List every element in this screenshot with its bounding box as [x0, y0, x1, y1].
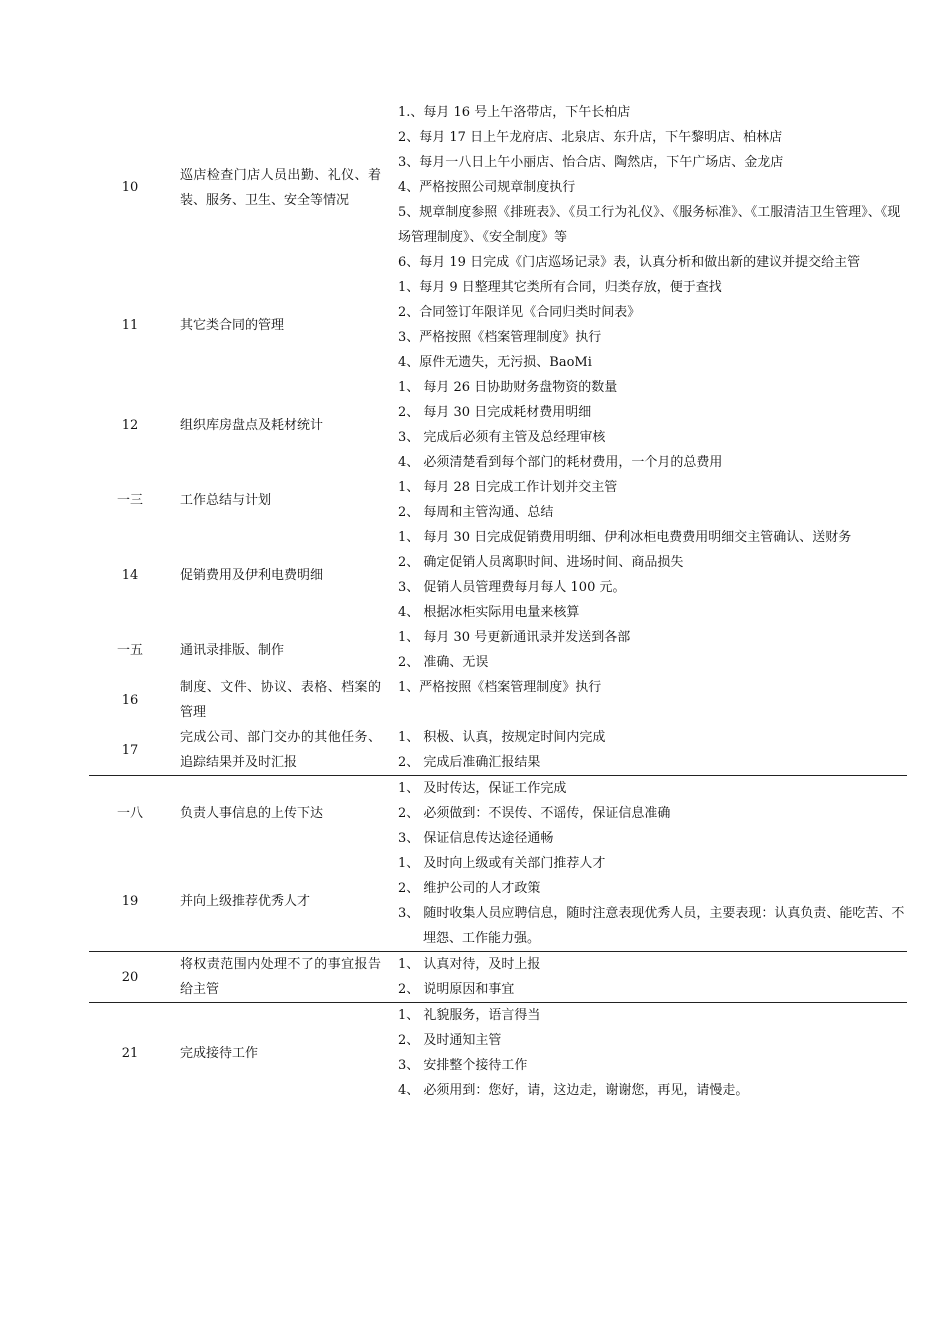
task-description: 并向上级推荐优秀人才: [180, 893, 311, 909]
requirement-item: 3、 保证信息传达途径通畅: [398, 831, 554, 846]
row-number: 一八: [89, 776, 171, 852]
requirement-item: 3、每月一八日上午小丽店、怡合店、陶然店，下午广场店、金龙店: [398, 155, 784, 170]
requirement-list: [389, 100, 907, 275]
task-table: [89, 100, 907, 1103]
table-row: [89, 625, 907, 675]
requirement-item: 1、 认真对待，及时上报: [398, 957, 541, 972]
requirement-list: [389, 851, 907, 952]
requirement-list: [389, 525, 907, 625]
requirement-item: 3、 促销人员管理费每月每人 100 元。: [398, 580, 626, 595]
requirement-item: 1.、每月 16 号上午洛带店，下午长柏店: [398, 105, 631, 120]
requirement-item: 2、 确定促销人员离职时间、进场时间、商品损失: [398, 555, 684, 570]
requirement-item: 2、 完成后准确汇报结果: [398, 755, 541, 770]
table-row: [89, 776, 907, 852]
requirement-item: 1、 及时向上级或有关部门推荐人才: [398, 856, 606, 871]
table-row: [89, 275, 907, 375]
requirement-item: 4、原件无遗失，无污损、BaoMi: [398, 355, 592, 370]
task-description: 将权责范围内处理不了的事宜报告给主管: [171, 952, 389, 1003]
row-number: 一五: [116, 642, 143, 658]
task-description: 通讯录排版、制作: [180, 642, 285, 658]
requirement-item: 1、 及时传达，保证工作完成: [398, 781, 567, 796]
requirement-item: 2、 每周和主管沟通、总结: [398, 505, 554, 520]
table-row: [89, 725, 907, 776]
requirement-item: 1、 礼貌服务，语言得当: [398, 1008, 541, 1023]
requirement-list: [389, 275, 907, 375]
table-row: [89, 100, 907, 275]
table-row: [89, 952, 907, 1003]
requirement-item: 3、 完成后必须有主管及总经理审核: [398, 430, 606, 445]
requirement-item: 2、 维护公司的人才政策: [398, 881, 541, 896]
requirement-item: 1、 积极、认真，按规定时间内完成: [398, 730, 606, 745]
task-description: 负责人事信息的上传下达: [171, 776, 389, 852]
requirement-list: [389, 675, 907, 725]
requirement-list: [389, 375, 907, 475]
requirement-item: 1、 每月 28 日完成工作计划并交主管: [398, 480, 618, 495]
requirement-item: 2、 每月 30 日完成耗材费用明细: [398, 405, 592, 420]
task-description: 工作总结与计划: [180, 492, 272, 508]
requirement-item: 1、 每月 30 号更新通讯录并发送到各部: [398, 630, 631, 645]
requirement-item: 2、每月 17 日上午龙府店、北泉店、东升店，下午黎明店、柏林店: [398, 130, 783, 145]
requirement-item: 5、规章制度参照《排班表》、《员工行为礼仪》、《服务标准》、《工服清洁卫生管理》、《现场管理制度》、《安全制度》等: [398, 205, 901, 245]
requirement-list: [389, 475, 907, 525]
requirement-item: 6、每月 19 日完成《门店巡场记录》表，认真分析和做出新的建议并提交给主管: [398, 255, 861, 270]
requirement-item: 2、 准确、无误: [398, 655, 489, 670]
task-description: 完成公司、部门交办的其他任务、追踪结果并及时汇报: [180, 730, 381, 770]
requirement-item: 1、严格按照《档案管理制度》执行: [398, 680, 602, 695]
requirement-list: [389, 1003, 907, 1104]
requirement-item: 1、 每月 26 日协助财务盘物资的数量: [398, 380, 618, 395]
table-row: [89, 375, 907, 475]
requirement-item: 3、 随时收集人员应聘信息，随时注意表现优秀人员，主要表现：认真负责、能吃苦、不埋怨、工作能力强。: [398, 906, 905, 946]
task-description: 组织库房盘点及耗材统计: [180, 417, 324, 433]
requirement-item: 2、合同签订年限详见《合同归类时间表》: [398, 305, 641, 320]
task-description: 制度、文件、协议、表格、档案的管理: [180, 680, 381, 720]
task-description: 完成接待工作: [171, 1003, 389, 1104]
requirement-item: 4、 必须清楚看到每个部门的耗材费用，一个月的总费用: [398, 455, 723, 470]
requirement-item: 3、严格按照《档案管理制度》执行: [398, 330, 602, 345]
table-row: [89, 475, 907, 525]
task-description: 促销费用及伊利电费明细: [180, 567, 324, 583]
requirement-list: [389, 952, 907, 1003]
requirement-list: [389, 725, 907, 776]
requirement-item: 2、 及时通知主管: [398, 1033, 502, 1048]
table-row: [89, 525, 907, 625]
row-number: 11: [121, 317, 139, 333]
table-row: [89, 1003, 907, 1104]
row-number: 14: [121, 567, 139, 583]
table-row: [89, 675, 907, 725]
requirement-item: 2、 说明原因和事宜: [398, 982, 515, 997]
row-number: 10: [121, 180, 139, 195]
task-table-document: [89, 100, 907, 1103]
requirement-list: [389, 625, 907, 675]
requirement-item: 4、 根据冰柜实际用电量来核算: [398, 605, 580, 620]
row-number: 17: [121, 742, 139, 758]
requirement-item: 4、严格按照公司规章制度执行: [398, 180, 576, 195]
row-number: 21: [89, 1003, 171, 1104]
requirement-list: [389, 776, 907, 852]
row-number: 一三: [116, 492, 143, 508]
requirement-item: 2、 必须做到：不误传、不谣传，保证信息准确: [398, 806, 671, 821]
requirement-item: 1、 每月 30 日完成促销费用明细、伊利冰柜电费费用明细交主管确认、送财务: [398, 530, 852, 545]
task-description: 巡店检查门店人员出勤、礼仪、着装、服务、卫生、安全等情况: [180, 167, 381, 208]
row-number: 16: [121, 692, 139, 708]
requirement-item: 4、 必须用到：您好，请，这边走，谢谢您，再见，请慢走。: [398, 1083, 749, 1098]
requirement-item: 1、每月 9 日整理其它类所有合同，归类存放，便于查找: [398, 280, 722, 295]
row-number: 12: [121, 417, 139, 433]
task-description: 其它类合同的管理: [180, 317, 285, 333]
requirement-item: 3、 安排整个接待工作: [398, 1058, 528, 1073]
row-number: 20: [89, 952, 171, 1003]
table-row: [89, 851, 907, 952]
row-number: 19: [121, 893, 139, 909]
